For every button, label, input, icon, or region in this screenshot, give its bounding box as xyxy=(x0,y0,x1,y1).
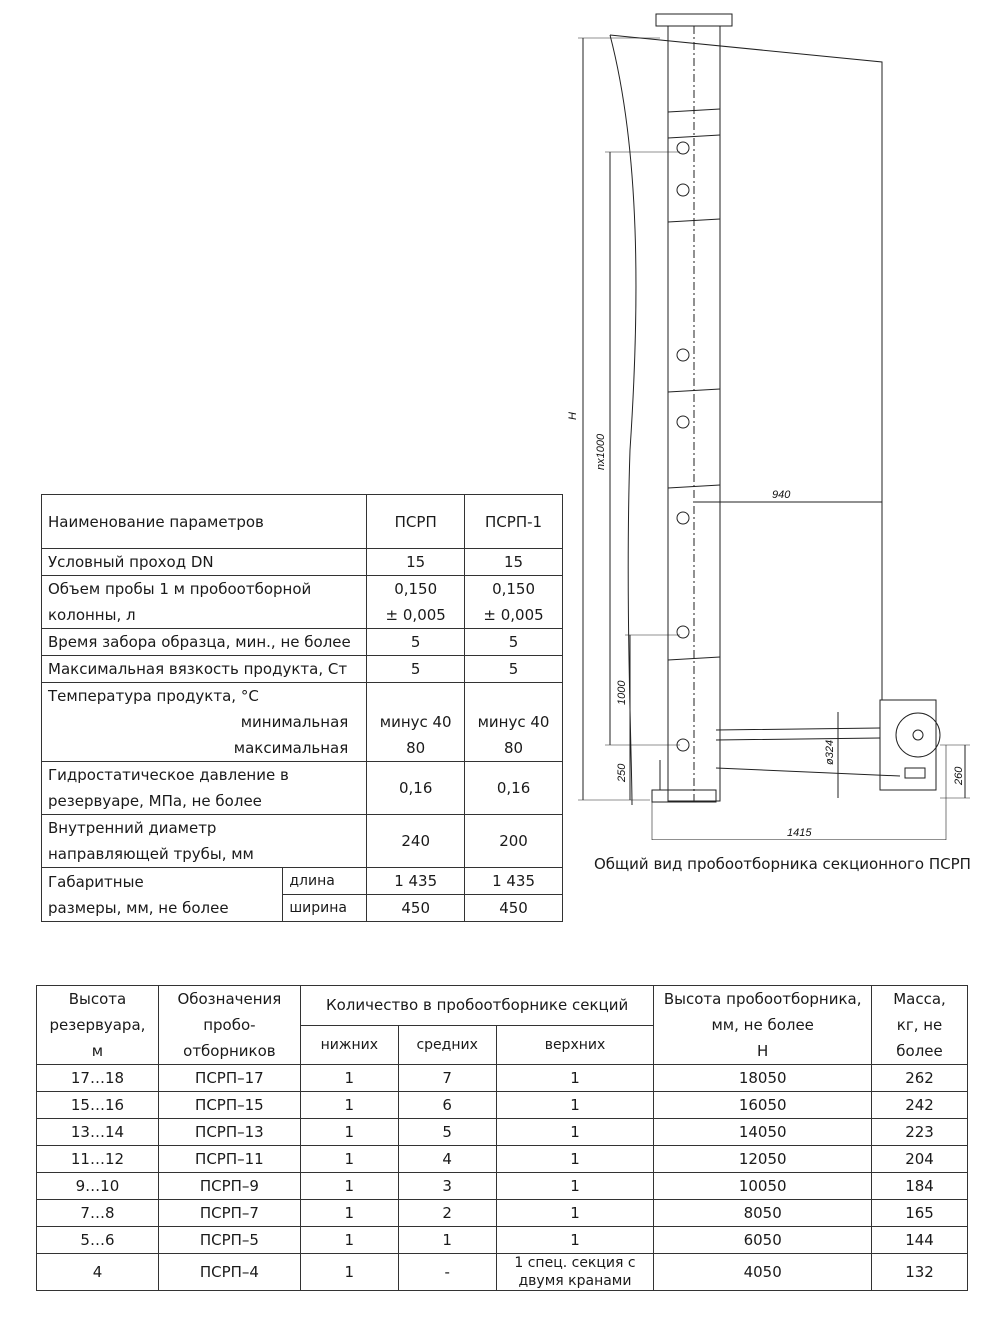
param-pressure-v2: 0,16 xyxy=(465,762,563,815)
model-cell-code: ПСРП–13 xyxy=(158,1119,300,1146)
tank-wall xyxy=(610,35,882,700)
table-row xyxy=(37,1146,968,1173)
table-row xyxy=(37,1173,968,1200)
model-cell-h: 12050 xyxy=(654,1146,872,1173)
param-diam-label: Внутренний диаметр направляющей трубы, мм xyxy=(42,815,367,868)
model-cell-mass: 144 xyxy=(872,1227,968,1254)
dim-324: ø324 xyxy=(824,739,836,765)
model-cell-height: 7…8 xyxy=(37,1200,159,1227)
drawing-caption: Общий вид пробоотборника секционного ПСРП xyxy=(594,855,971,873)
param-temp-label: Температура продукта, °C минимальная максимальная xyxy=(42,683,367,762)
model-cell-height: 9…10 xyxy=(37,1173,159,1200)
dim-nx1000: nx1000 xyxy=(595,433,607,470)
dim-940: 940 xyxy=(772,489,791,501)
model-cell-upper: 1 xyxy=(496,1146,654,1173)
param-volume-label: Объем пробы 1 м пробоотборной колонны, л xyxy=(42,576,367,629)
model-cell-h: 14050 xyxy=(654,1119,872,1146)
model-cell-mass: 262 xyxy=(872,1065,968,1092)
model-cell-code: ПСРП–7 xyxy=(158,1200,300,1227)
param-size-label: Габаритные размеры, мм, не более xyxy=(42,868,283,922)
param-time-v1: 5 xyxy=(367,629,465,656)
model-cell-mass: 204 xyxy=(872,1146,968,1173)
model-cell-mass: 184 xyxy=(872,1173,968,1200)
param-visc-label: Максимальная вязкость продукта, Ст xyxy=(42,656,367,683)
param-volume-v1: 0,150 ± 0,005 xyxy=(367,576,465,629)
model-last-middle: - xyxy=(398,1254,496,1291)
param-size-len2: 1 435 xyxy=(465,868,563,895)
model-cell-height: 13…14 xyxy=(37,1119,159,1146)
model-cell-middle: 3 xyxy=(398,1173,496,1200)
models-h-mass: Масса, кг, не более xyxy=(872,986,968,1065)
model-cell-h: 10050 xyxy=(654,1173,872,1200)
dim-1000: 1000 xyxy=(616,680,628,705)
models-h-sections: Количество в пробоотборнике секций xyxy=(300,986,653,1026)
param-visc-v2: 5 xyxy=(465,656,563,683)
param-size-len1: 1 435 xyxy=(367,868,465,895)
models-h-upper: верхних xyxy=(496,1025,654,1065)
model-cell-upper: 1 xyxy=(496,1200,654,1227)
param-pressure-label: Гидростатическое давление в резервуаре, МПа, не более xyxy=(42,762,367,815)
param-diam-v2: 200 xyxy=(465,815,563,868)
model-cell-h: 8050 xyxy=(654,1200,872,1227)
models-h-lower: нижних xyxy=(300,1025,398,1065)
dim-h: H xyxy=(567,412,579,420)
model-last-h: 4050 xyxy=(654,1254,872,1291)
model-cell-lower: 1 xyxy=(300,1146,398,1173)
param-visc-v1: 5 xyxy=(367,656,465,683)
param-size-wid2: 450 xyxy=(465,895,563,922)
model-cell-code: ПСРП–11 xyxy=(158,1146,300,1173)
model-cell-upper: 1 xyxy=(496,1065,654,1092)
model-cell-height: 5…6 xyxy=(37,1227,159,1254)
model-cell-height: 11…12 xyxy=(37,1146,159,1173)
models-h-code: Обозначения пробо- отборников xyxy=(158,986,300,1065)
model-cell-upper: 1 xyxy=(496,1119,654,1146)
model-last-lower: 1 xyxy=(300,1254,398,1291)
param-dn-label: Условный проход DN xyxy=(42,549,367,576)
table-row xyxy=(37,1092,968,1119)
model-cell-middle: 2 xyxy=(398,1200,496,1227)
model-cell-h: 6050 xyxy=(654,1227,872,1254)
param-size-len-label: длина xyxy=(283,868,367,895)
model-cell-upper: 1 xyxy=(496,1227,654,1254)
model-cell-code: ПСРП–5 xyxy=(158,1227,300,1254)
param-size-wid-label: ширина xyxy=(283,895,367,922)
model-cell-lower: 1 xyxy=(300,1200,398,1227)
dim-1415: 1415 xyxy=(787,827,812,839)
param-diam-v1: 240 xyxy=(367,815,465,868)
param-temp-v1: минус 40 80 xyxy=(367,683,465,762)
models-table xyxy=(36,985,968,1291)
model-cell-middle: 1 xyxy=(398,1227,496,1254)
model-last-mass: 132 xyxy=(872,1254,968,1291)
models-h-sampler: Высота пробоотборника, мм, не более H xyxy=(654,986,872,1065)
model-cell-code: ПСРП–15 xyxy=(158,1092,300,1119)
model-cell-h: 18050 xyxy=(654,1065,872,1092)
model-cell-lower: 1 xyxy=(300,1119,398,1146)
model-cell-upper: 1 xyxy=(496,1173,654,1200)
param-dn-v1: 15 xyxy=(367,549,465,576)
param-temp-v2: минус 40 80 xyxy=(465,683,563,762)
table-row xyxy=(37,1200,968,1227)
table-row xyxy=(37,1065,968,1092)
model-cell-lower: 1 xyxy=(300,1173,398,1200)
param-time-v2: 5 xyxy=(465,629,563,656)
model-cell-lower: 1 xyxy=(300,1227,398,1254)
model-last-height: 4 xyxy=(37,1254,159,1291)
model-cell-middle: 6 xyxy=(398,1092,496,1119)
model-cell-lower: 1 xyxy=(300,1092,398,1119)
model-last-upper: 1 спец. секция с двумя кранами xyxy=(496,1254,654,1291)
param-header-psrp1: ПСРП-1 xyxy=(465,495,563,549)
model-cell-mass: 165 xyxy=(872,1200,968,1227)
model-cell-middle: 4 xyxy=(398,1146,496,1173)
model-cell-height: 17…18 xyxy=(37,1065,159,1092)
parameters-table xyxy=(41,494,563,922)
models-h-height: Высота резервуара, м xyxy=(37,986,159,1065)
model-cell-mass: 242 xyxy=(872,1092,968,1119)
param-header-psrp: ПСРП xyxy=(367,495,465,549)
model-cell-middle: 7 xyxy=(398,1065,496,1092)
table-row xyxy=(37,1227,968,1254)
param-dn-v2: 15 xyxy=(465,549,563,576)
dim-260: 260 xyxy=(953,766,965,785)
model-cell-code: ПСРП–17 xyxy=(158,1065,300,1092)
models-h-middle: средних xyxy=(398,1025,496,1065)
model-cell-upper: 1 xyxy=(496,1092,654,1119)
table-row xyxy=(37,1119,968,1146)
dim-250: 250 xyxy=(616,763,628,782)
model-cell-h: 16050 xyxy=(654,1092,872,1119)
model-cell-mass: 223 xyxy=(872,1119,968,1146)
param-volume-v2: 0,150 ± 0,005 xyxy=(465,576,563,629)
model-cell-height: 15…16 xyxy=(37,1092,159,1119)
param-size-wid1: 450 xyxy=(367,895,465,922)
param-header-name: Наименование параметров xyxy=(42,495,367,549)
model-cell-code: ПСРП–9 xyxy=(158,1173,300,1200)
model-last-code: ПСРП–4 xyxy=(158,1254,300,1291)
param-pressure-v1: 0,16 xyxy=(367,762,465,815)
param-time-label: Время забора образца, мин., не более xyxy=(42,629,367,656)
sampler-drawing xyxy=(540,0,1000,840)
model-cell-lower: 1 xyxy=(300,1065,398,1092)
model-cell-middle: 5 xyxy=(398,1119,496,1146)
